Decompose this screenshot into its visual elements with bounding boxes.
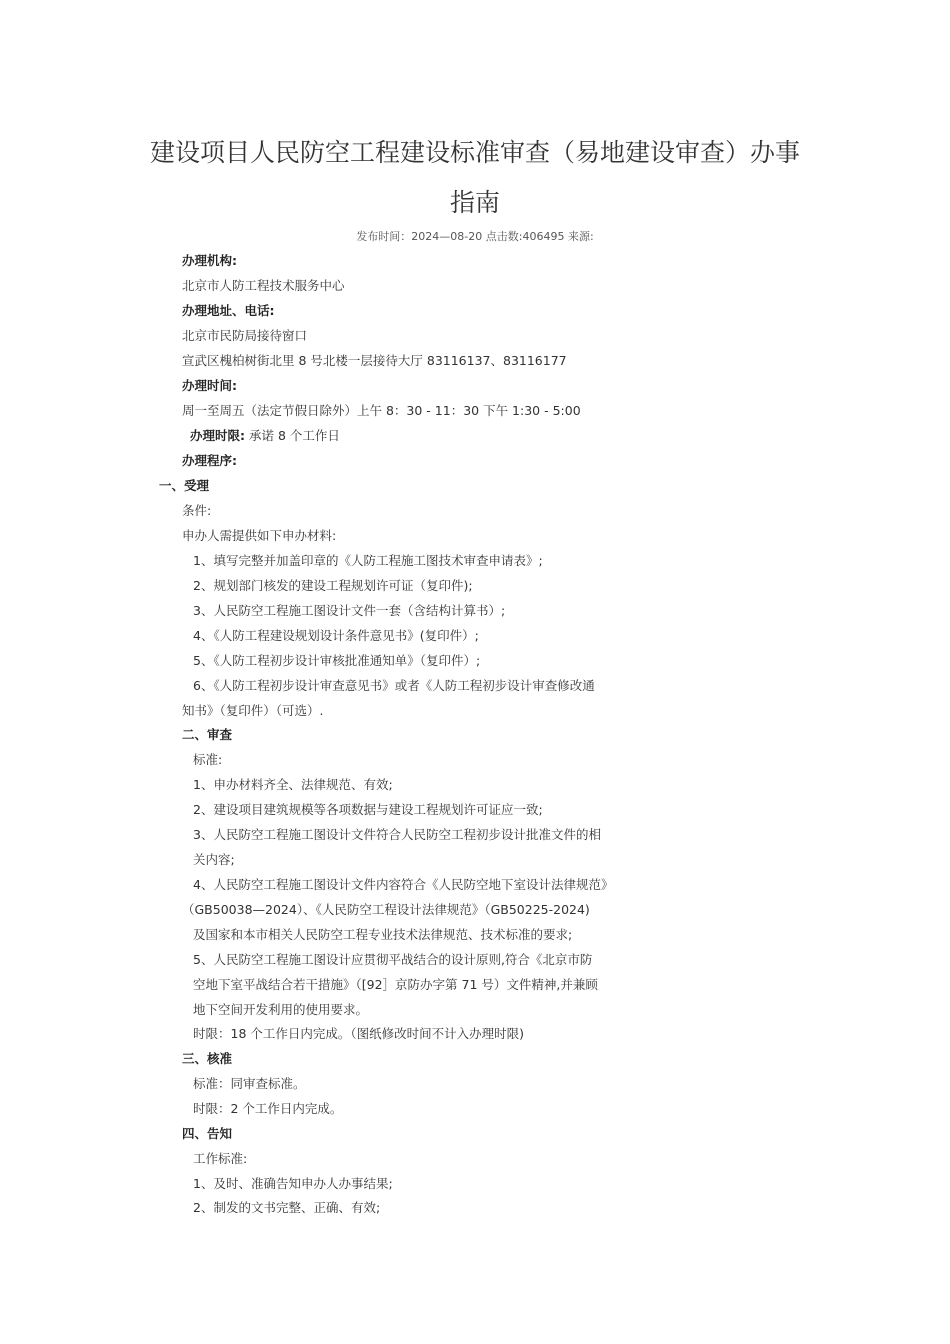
list-item: 4、《人防工程建设规划设计条件意见书》(复印件）; [193,628,479,643]
list-item: 1、填写完整并加盖印章的《人防工程施工图技术审查申请表》; [193,553,543,568]
time-limit-value: 承诺 8 个工作日 [248,428,340,443]
section-1-heading: 一、受理 [159,478,210,493]
address-line-1: 北京市民防局接待窗口 [182,328,308,343]
org-label: 办理机构: [182,253,237,268]
section-2-time-limit: 时限：18 个工作日内完成。（图纸修改时间不计入办理时限) [193,1026,525,1041]
list-item-continued: 及国家和本市相关人民防空工程专业技术法律规范、技术标准的要求; [193,927,573,942]
page-title: 建设项目人民防空工程建设标准审查（易地建设审查）办事指南 [149,138,800,217]
list-item-continued: 关内容; [193,852,235,867]
section-1-condition: 条件: [182,503,212,518]
section-4-standard: 工作标准: [193,1151,248,1166]
hours-label: 办理时间: [182,378,237,393]
list-item: 4、人民防空工程施工图设计文件内容符合《人民防空地下室设计法律规范》 [193,877,614,892]
section-1-intro: 申办人需提供如下申办材料: [182,528,337,543]
section-3-heading: 三、核准 [182,1051,233,1066]
time-limit-label: 办理时限: [190,428,245,443]
list-item: 1、申办材料齐全、法律规范、有效; [193,777,393,792]
hours-value: 周一至周五（法定节假日除外）上午 8：30 - 11：30 下午 1:30 - 5:00 [182,403,581,418]
list-item: 2、制发的文书完整、正确、有效; [193,1200,381,1215]
list-item: 2、规划部门核发的建设工程规划许可证（复印件); [193,578,473,593]
time-limit-row [190,427,340,445]
list-item: 1、及时、准确告知申办人办事结果; [193,1176,393,1191]
list-item: 5、《人防工程初步设计审核批准通知单》（复印件）; [193,653,481,668]
section-3-time-limit: 时限：2 个工作日内完成。 [193,1101,343,1116]
section-2-heading: 二、审查 [182,727,233,742]
section-4-heading: 四、告知 [182,1126,233,1141]
list-item-continued: 地下空间开发利用的使用要求。 [193,1002,369,1017]
org-value: 北京市人防工程技术服务中心 [182,278,345,293]
list-item: 2、建设项目建筑规模等各项数据与建设工程规划许可证应一致; [193,802,543,817]
list-item: 3、人民防空工程施工图设计文件符合人民防空工程初步设计批准文件的相 [193,827,601,842]
list-item-continued: 知书》（复印件）（可选）. [182,703,324,718]
list-item: 5、人民防空工程施工图设计应贯彻平战结合的设计原则,符合《北京市防 [193,952,593,967]
list-item-continued: （GB50038—2024）、《人民防空工程设计法律规范》（GB50225-2024) [182,902,590,917]
address-label: 办理地址、电话: [182,303,275,318]
publish-meta: 发布时间：2024—08-20 点击数:406495 来源: [356,230,594,243]
address-line-2: 宣武区槐柏树街北里 8 号北楼一层接待大厅 83116137、83116177 [182,353,567,368]
list-item: 3、人民防空工程施工图设计文件一套（含结构计算书）; [193,603,506,618]
list-item-continued: 空地下室平战结合若干措施》（[92］京防办字第 71 号）文件精神,并兼顾 [193,977,598,992]
procedure-label: 办理程序: [182,453,237,468]
list-item: 6、《人防工程初步设计审查意见书》或者《人防工程初步设计审查修改通 [193,678,595,693]
section-2-standard: 标准: [193,752,223,767]
section-3-standard: 标准：同审查标准。 [193,1076,306,1091]
